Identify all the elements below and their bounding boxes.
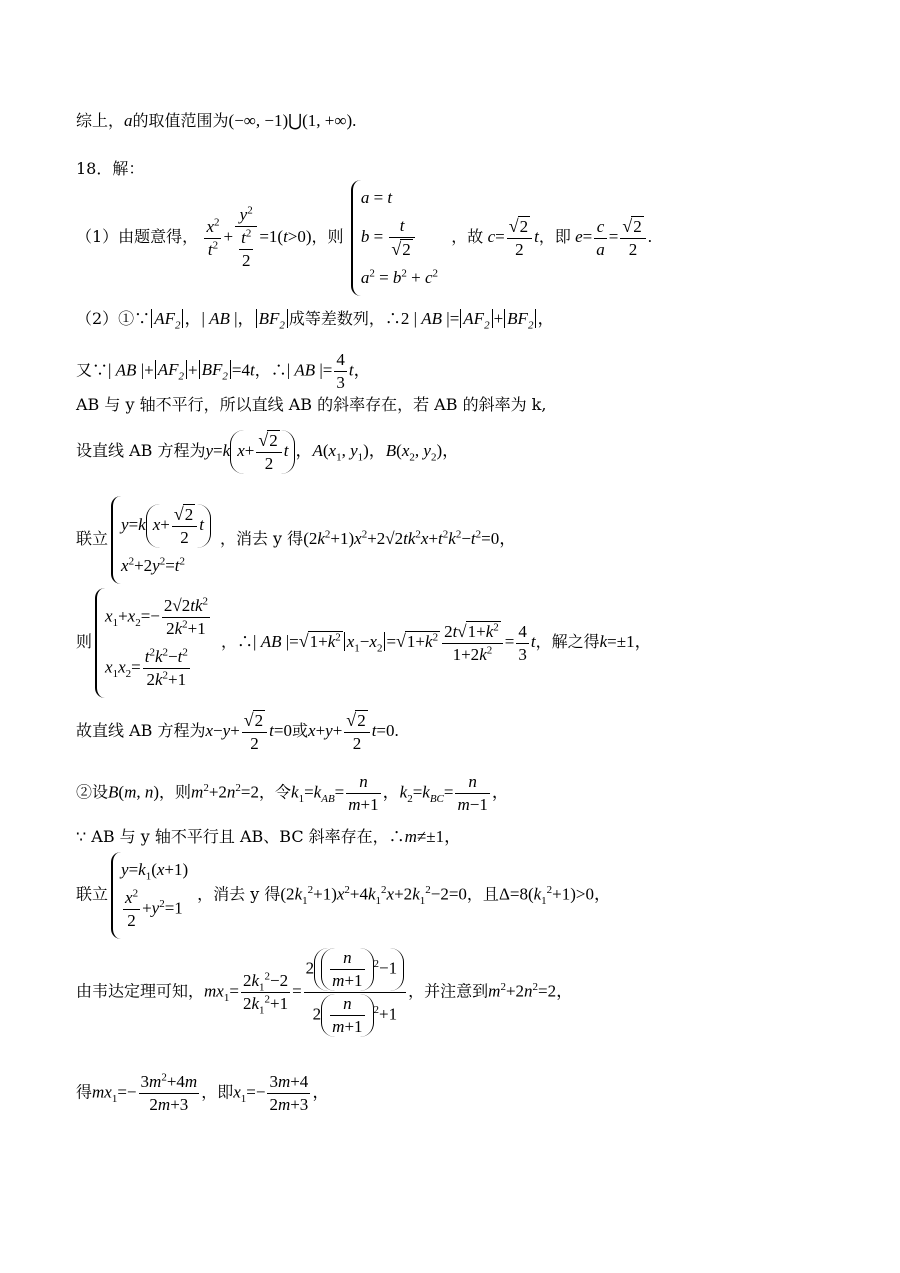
sys-row-3: $a^2 = b^2 + c^2$ — [360, 267, 439, 287]
part2-line-1: （2）①∵ $AF_2$ ，| AB |， $BF_2$ 成等差数列，∴2 | AB |= $AF_2 + BF_2$ ， — [76, 309, 555, 332]
part2-line-3: AB 与 y 轴不平行，所以直线 AB 的斜率存在，若 AB 的斜率为 k, — [76, 395, 547, 414]
part2b-line-1: ②设B(m, n)，则$m^2+2n^2=2$，令$k_1=k_{AB}=$ $\frac{n}{m+1}$ ，$k_2=k_{BC}=$ $\frac{n}{m-1}$ ， — [76, 772, 509, 814]
part1-line: （1）由题意得， $\frac{x^2}{t^2}$ + $\frac{y^2}{\frac{t^2}{2}}$ =1(t>0)，则 a = t b = $\frac{t}{√2}$ $a^2 = b^2 + c^2$ ，故 c= $\frac{√2}{2}$ t，即 e= $\frac{c}{a}$ = $\frac{√2}{2}$ . — [76, 180, 652, 296]
question-18-header: 18．解： — [76, 159, 145, 178]
part2-line-6: 则 $x_1+x_2=-$ $\frac{2√2tk^2}{2k^2+1}$ $x_1x_2=$ $\frac{t^2k^2-t^2}{2k^2+1}$ ，∴| AB $|=√1+k^2$ $x_1-x_2 =√1+k^2$ $\frac{2t√1+k^2}{1+2k^2}$ = $\frac{4}{3}$ t，解之得k=±1， — [76, 588, 652, 698]
part2b-line-5: 得$mx_1=-$ $\frac{3m^2+4m}{2m+3}$ ，即$x_1=-$ $\frac{3m+4}{2m+3}$ ， — [76, 1071, 330, 1114]
summary-line: 综上，a的取值范围为(−∞, −1)⋃(1, +∞). — [76, 111, 357, 130]
part2-line-4: 设直线 AB 方程为y=k x+ $\frac{√2}{2}$ t ，$A(x_1$, $y_1$)，$B(x_2$, $y_2$)， — [76, 430, 460, 473]
sys-row-2: b = $\frac{t}{√2}$ — [361, 212, 438, 264]
part2-line-5: 联立 y=k x+ $\frac{√2}{2}$ t $x^2+2y^2=t^2$ ，消去 y 得$(2k^2+1)x^2+2√2tk^2x+t^2k^2-t^2=0$， — [76, 496, 516, 584]
system-vieta: $x_1+x_2=-$ $\frac{2√2tk^2}{2k^2+1}$ $x_1x_2=$ $\frac{t^2k^2-t^2}{2k^2+1}$ — [95, 588, 218, 698]
part2-line-2: 又∵| AB |+ $AF_2 + BF_2 =4t$，∴| AB |= $\frac{4}{3}$ t， — [76, 350, 371, 392]
system-abc — [351, 180, 444, 296]
part2b-line-4: 由韦达定理可知，$mx_1=$ $\frac{2k_1^2-2}{2k_1^2+1}$ = 2 $\frac{n}{m+1}$ $^2$−1 2 $\frac{n}{m+1}$ $^2$+1 ，并注意到$m^2+2n^2=2$， — [76, 948, 574, 1036]
part2b-line-3: 联立 $y=k_1(x+1)$ $\frac{x^2}{2}$ $+y^2=1$ ，消去 y 得$(2k_1^2+1)x^2+4k_1^2x+2k_1^2-2=0$，且$\Delta=8(k_1^2+1)>0$， — [76, 852, 611, 939]
part2b-line-2: ∵ AB 与 y 轴不平行且 AB、BC 斜率存在，∴m≠±1， — [76, 827, 462, 846]
sys-row-1: a = t — [360, 188, 393, 207]
system-k1-ellipse: $y=k_1(x+1)$ $\frac{x^2}{2}$ $+y^2=1$ — [111, 852, 194, 939]
frac-y2-t2-half: $\frac{y^2}{\frac{t^2}{2}}$ — [235, 205, 257, 271]
system-line-ellipse: y=k x+ $\frac{√2}{2}$ t $x^2+2y^2=t^2$ — [111, 496, 217, 584]
frac-x2-t2: $\frac{x^2}{t^2}$ — [206, 215, 220, 259]
frac-vieta-sub: 2 $\frac{n}{m+1}$ $^2$−1 2 $\frac{n}{m+1}$ $^2$+1 — [304, 948, 406, 1037]
part2-line-7: 故直线 AB 方程为x−y+ $\frac{√2}{2}$ t=0或x+y+ $\frac{√2}{2}$ t=0. — [76, 710, 399, 753]
